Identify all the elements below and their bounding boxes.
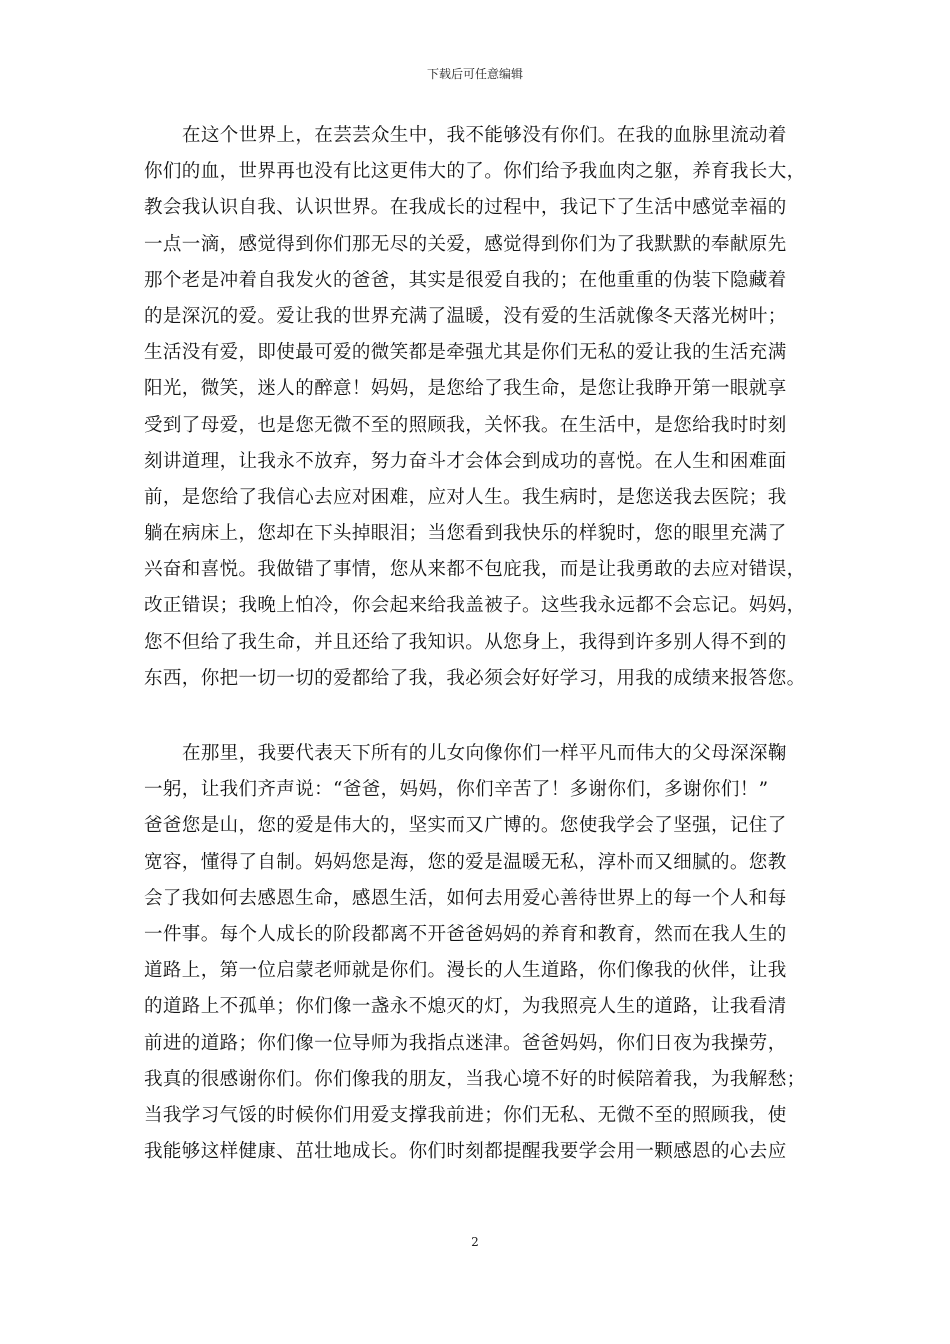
text-line: 的是深沉的爱。爱让我的世界充满了温暖，没有爱的生活就像冬天落光树叶； (144, 305, 787, 327)
text-line: 一件事。每个人成长的阶段都离不开爸爸妈妈的养育和教育，然而在我人生的 (144, 923, 787, 945)
text-line: 教会我认识自我、认识世界。在我成长的过程中，我记下了生活中感觉幸福的 (144, 197, 787, 219)
text-line: 当我学习气馁的时候你们用爱支撑我前进；你们无私、无微不至的照顾我，使 (144, 1104, 787, 1126)
text-line: 我真的很感谢你们。你们像我的朋友，当我心境不好的时候陪着我，为我解愁； (144, 1068, 806, 1090)
body-paragraph (144, 118, 820, 697)
text-line: 兴奋和喜悦。我做错了事情，您从来都不包庇我，而是让我勇敢的去应对错误， (144, 559, 806, 581)
text-line: 爸爸您是山，您的爱是伟大的，坚实而又广博的。您使我学会了坚强，记住了 (144, 815, 787, 837)
text-line: 的道路上不孤单；你们像一盏永不熄灭的灯，为我照亮人生的道路，让我看清 (144, 996, 787, 1018)
text-line: 您不但给了我生命，并且还给了我知识。从您身上，我得到许多别人得不到的 (144, 631, 787, 653)
text-line: 会了我如何去感恩生命，感恩生活，如何去用爱心善待世界上的每一个人和每 (144, 887, 787, 909)
page-header: 下载后可任意编辑 (426, 67, 523, 81)
text-line: 你们的血，世界再也没有比这更伟大的了。你们给予我血肉之躯，养育我长大， (144, 161, 806, 183)
text-line: 在那里，我要代表天下所有的儿女向像你们一样平凡而伟大的父母深深鞠 (182, 743, 787, 764)
text-line: 受到了母爱，也是您无微不至的照顾我，关怀我。在生活中，是您给我时时刻 (144, 414, 787, 436)
text-line: 那个老是冲着自我发火的爸爸，其实是很爱自我的；在他重重的伪装下隐藏着 (144, 269, 787, 291)
text-line: 前，是您给了我信心去应对困难，应对人生。我生病时，是您送我去医院；我 (144, 486, 787, 508)
text-line: 一躬，让我们齐声说：“爸爸，妈妈，你们辛苦了！多谢你们，多谢你们！” (144, 779, 769, 801)
text-line: 宽容，懂得了自制。妈妈您是海，您的爱是温暖无私，淳朴而又细腻的。您教 (144, 851, 787, 873)
text-line: 道路上，第一位启蒙老师就是你们。漫长的人生道路，你们像我的伙伴，让我 (144, 960, 787, 982)
text-line: 一点一滴，感觉得到你们那无尽的关爱，感觉得到你们为了我默默的奉献原先 (144, 233, 787, 255)
text-line: 刻讲道理，让我永不放弃，努力奋斗才会体会到成功的喜悦。在人生和困难面 (144, 450, 787, 472)
text-line: 在这个世界上，在芸芸众生中，我不能够没有你们。在我的血脉里流动着 (182, 125, 787, 146)
text-line: 前进的道路；你们像一位导师为我指点迷津。爸爸妈妈，你们日夜为我操劳， (144, 1032, 787, 1054)
text-line: 阳光，微笑，迷人的醉意！妈妈，是您给了我生命，是您让我睁开第一眼就享 (144, 378, 787, 400)
text-line: 东西，你把一切一切的爱都给了我，我必须会好好学习，用我的成绩来报答您。 (144, 667, 806, 689)
text-line: 我能够这样健康、茁壮地成长。你们时刻都提醒我要学会用一颗感恩的心去应 (144, 1141, 787, 1163)
text-line: 躺在病床上，您却在下头掉眼泪；当您看到我快乐的样貌时，您的眼里充满了 (144, 523, 787, 545)
body-paragraph (144, 736, 820, 1170)
page-number: 2 (471, 1235, 479, 1249)
text-line: 生活没有爱，即使最可爱的微笑都是牵强尤其是你们无私的爱让我的生活充满 (144, 342, 787, 364)
text-line: 改正错误；我晚上怕冷，你会起来给我盖被子。这些我永远都不会忘记。妈妈， (144, 595, 806, 617)
